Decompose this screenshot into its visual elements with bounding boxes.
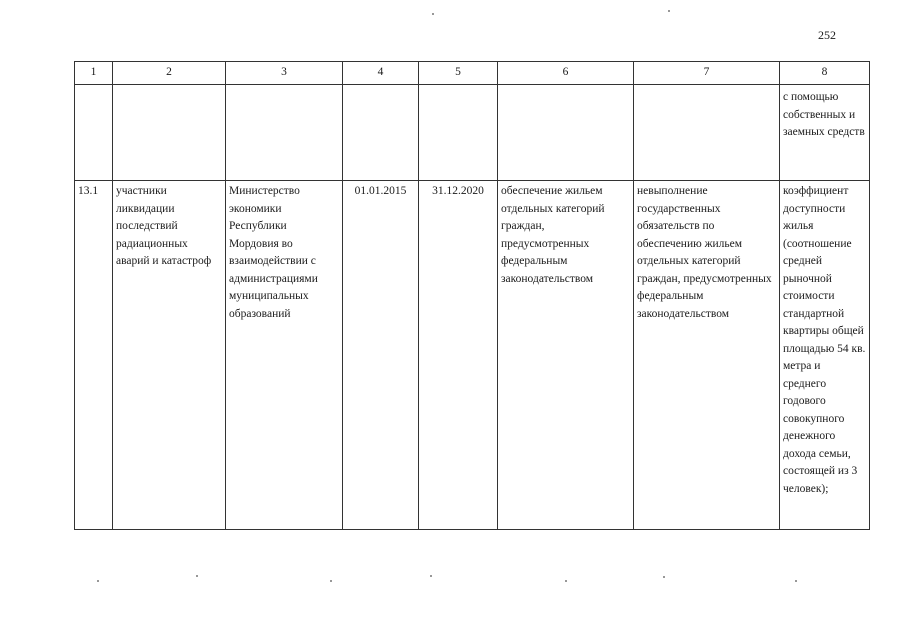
scan-dot bbox=[97, 580, 99, 582]
header-cell-5: 5 bbox=[419, 62, 498, 85]
header-cell-8: 8 bbox=[780, 62, 870, 85]
cont-cell-5 bbox=[419, 85, 498, 181]
cont-cell-4 bbox=[343, 85, 419, 181]
scan-dot bbox=[432, 13, 434, 15]
header-cell-2: 2 bbox=[113, 62, 226, 85]
program-table bbox=[74, 61, 870, 530]
page-number: 252 bbox=[818, 28, 836, 42]
scan-dot bbox=[430, 575, 432, 577]
row-number-cell: 13.1 bbox=[75, 181, 113, 530]
cont-cell-8: с помощью собственных и заемных средств bbox=[780, 85, 870, 181]
cont-cell-7 bbox=[634, 85, 780, 181]
expected-result-cell: обеспечение жильем отдельных категорий граждан, предусмотренных федеральным законодательством bbox=[498, 181, 634, 530]
start-date-cell: 01.01.2015 bbox=[343, 181, 419, 530]
continuation-row bbox=[75, 85, 870, 181]
header-cell-1: 1 bbox=[75, 62, 113, 85]
category-cell: участники ликвидации последствий радиационных аварий и катастроф bbox=[113, 181, 226, 530]
header-cell-7: 7 bbox=[634, 62, 780, 85]
table-row bbox=[75, 181, 870, 530]
cont-cell-6 bbox=[498, 85, 634, 181]
scan-dot bbox=[668, 10, 670, 12]
scan-dot bbox=[565, 580, 567, 582]
cont-cell-1 bbox=[75, 85, 113, 181]
header-cell-6: 6 bbox=[498, 62, 634, 85]
header-cell-3: 3 bbox=[226, 62, 343, 85]
scan-dot bbox=[196, 575, 198, 577]
scan-dot bbox=[330, 580, 332, 582]
end-date-cell: 31.12.2020 bbox=[419, 181, 498, 530]
scan-dot bbox=[663, 576, 665, 578]
header-cell-4: 4 bbox=[343, 62, 419, 85]
cont-cell-2 bbox=[113, 85, 226, 181]
indicator-cell: коэффициент доступности жилья (соотношение средней рыночной стоимости стандартной квартиры общей площадью 54 кв. метра и среднего годового совокупного денежного дохода семьи, состоящей из 3 человек); bbox=[780, 181, 870, 530]
scan-dot bbox=[795, 580, 797, 582]
executor-cell: Министерство экономики Республики Мордовия во взаимодействии с администрациями муниципальных образований bbox=[226, 181, 343, 530]
consequence-cell: невыполнение государственных обязательств по обеспечению жильем отдельных категорий граждан, предусмотренных федеральным законодательством bbox=[634, 181, 780, 530]
header-row bbox=[75, 62, 870, 85]
cont-cell-3 bbox=[226, 85, 343, 181]
